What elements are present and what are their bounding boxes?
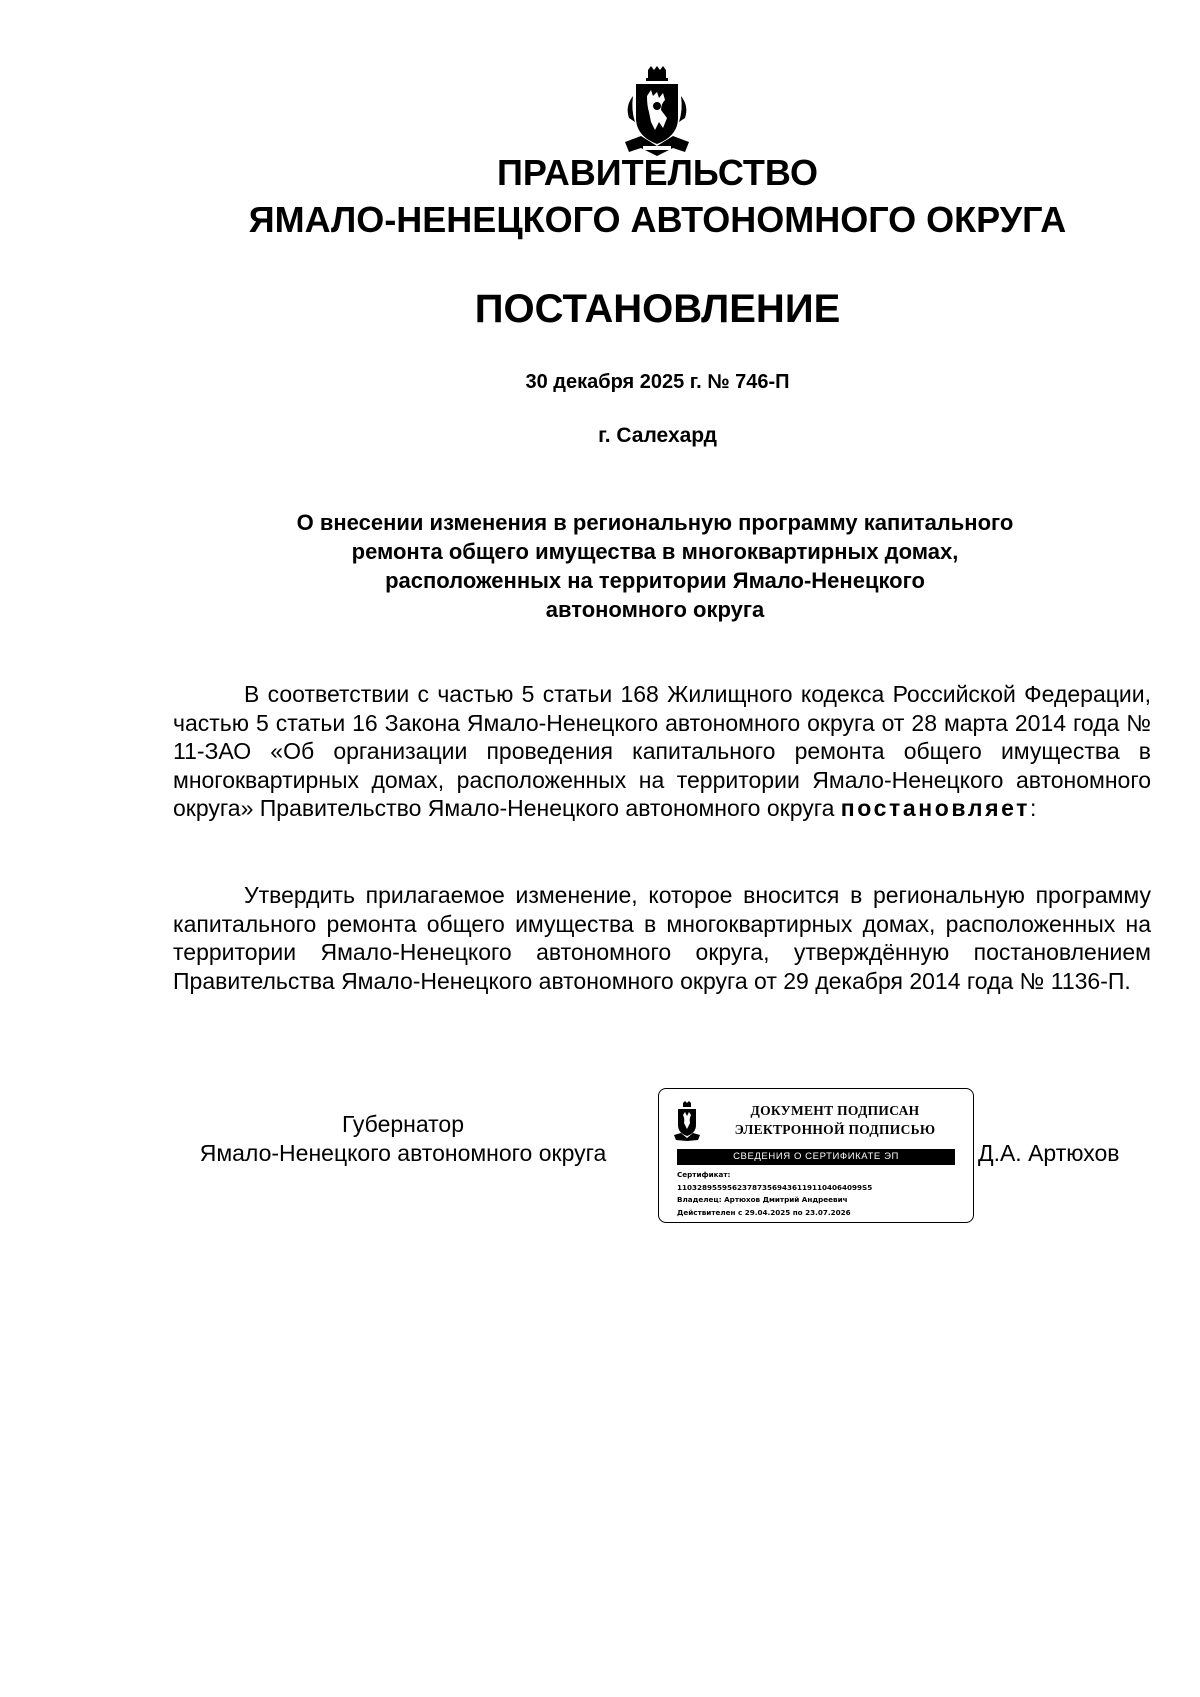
subject-line: автономного округа xyxy=(545,597,765,622)
certificate-label: Сертификат: xyxy=(677,1170,731,1179)
signatory-title xyxy=(173,1110,633,1168)
document-type: ПОСТАНОВЛЕНИЕ xyxy=(474,287,841,331)
paragraph-end: : xyxy=(1030,795,1037,821)
subject-line: расположенных на территории Ямало-Ненецкого xyxy=(385,568,925,593)
coat-of-arms-small-icon xyxy=(673,1101,701,1141)
paragraph-text: В соответствии с частью 5 статьи 168 Жилищного кодекса Российской Федерации, частью 5 статьи 16 Закона Ямало-Ненецкого автономного округа от 28 марта 2014 года № 11-ЗАО «Об организации проведения капитального ремонта общего имущества в многоквартирных домах, расположенных на территории Ямало-Ненецкого автономного округа» Правительство Ямало-Ненецкого автономного округа xyxy=(173,681,1151,821)
certificate-owner: Владелец: Артюхов Дмитрий Андреевич xyxy=(677,1195,848,1204)
city: г. Салехард xyxy=(598,424,717,447)
subject-line: О внесении изменения в региональную программу капитального xyxy=(296,510,1014,535)
body-paragraph-1 xyxy=(173,680,1151,823)
signatory-position: Губернатор xyxy=(341,1111,465,1137)
body-paragraph-2: Утвердить прилагаемое изменение, которое вносится в региональную программу капитального ремонта общего имущества в многоквартирных домах, расположенных на территории Ямало-Ненецкого автономного округа, утверждённую постановлением Правительства Ямало-Ненецкого автономного округа от 29 декабря 2014 года № 1136-П. xyxy=(173,882,1151,994)
government-title-line1: ПРАВИТЕЛЬСТВО xyxy=(496,152,819,193)
date-number: 30 декабря 2025 г. № 746-П xyxy=(525,371,790,393)
certificate-validity: Действителен с 29.04.2025 по 23.07.2026 xyxy=(677,1207,851,1217)
document-subject xyxy=(220,508,1090,624)
electronic-signature-stamp xyxy=(658,1088,974,1223)
certificate-details xyxy=(677,1169,967,1219)
signatory-region: Ямало-Ненецкого автономного округа xyxy=(199,1140,607,1166)
certificate-info-bar: СВЕДЕНИЯ О СЕРТИФИКАТЕ ЭП xyxy=(677,1149,955,1165)
government-title-line2: ЯМАЛО-НЕНЕЦКОГО АВТОНОМНОГО ОКРУГА xyxy=(248,199,1067,240)
subject-line: ремонта общего имущества в многоквартирных домах, xyxy=(351,539,959,564)
certificate-number: 1103289559562378735694361191104064099S5 xyxy=(677,1182,873,1192)
signatory-name: Д.А. Артюхов xyxy=(978,1140,1120,1166)
stamp-title xyxy=(709,1101,961,1139)
resolution-keyword: постановляет xyxy=(840,795,1031,821)
coat-of-arms-icon xyxy=(621,66,693,156)
stamp-title-line2: ЭЛЕКТРОННОЙ ПОДПИСЬЮ xyxy=(734,1122,936,1137)
stamp-title-line1: ДОКУМЕНТ ПОДПИСАН xyxy=(750,1103,920,1118)
